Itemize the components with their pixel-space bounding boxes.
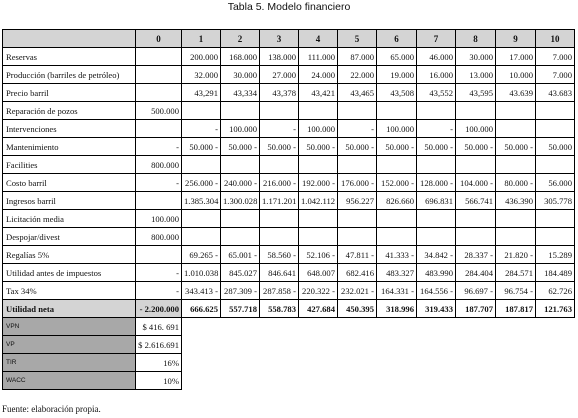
table-cell: - [136,174,182,192]
table-cell: 450.395 [338,300,377,318]
table-cell: 800.000 [136,228,182,246]
table-cell: 1.010.038 [182,264,221,282]
table-cell: 50.000 - [299,138,338,156]
table-cell [536,228,575,246]
indicator-row [3,354,575,372]
indicator-value: 16% [136,354,182,372]
table-cell [136,48,182,66]
table-cell: 43,291 [182,84,221,102]
indicator-value: $ 2.616.691 [136,336,182,354]
blank-cell [182,372,575,390]
table-cell: - [182,120,221,138]
table-row [3,66,575,84]
table-cell: 41.333 - [377,246,417,264]
blank-cell [182,354,575,372]
table-cell: 187.817 [496,300,536,318]
table-cell: 24.000 [299,66,338,84]
table-cell: 80.000 - [496,174,536,192]
column-header: 8 [456,30,496,48]
row-label: Precio barril [3,84,136,102]
column-header: 4 [299,30,338,48]
table-cell: 500.000 [136,102,182,120]
table-row [3,156,575,174]
table-cell: 28.337 - [456,246,496,264]
table-cell [377,156,417,174]
table-cell: 256.000 - [182,174,221,192]
table-cell: 826.660 [377,192,417,210]
table-cell [417,102,456,120]
table-cell: 483.327 [377,264,417,282]
table-cell: 21.820 - [496,246,536,264]
table-row [3,210,575,228]
table-cell [417,228,456,246]
table-cell: 100.000 [136,210,182,228]
indicator-label: VP [3,336,136,354]
table-cell: 56.000 [536,174,575,192]
table-cell: 800.000 [136,156,182,174]
table-cell: 176.000 - [338,174,377,192]
table-cell: 232.021 - [338,282,377,300]
row-label: Costo barril [3,174,136,192]
table-cell: 50.000 - [496,138,536,156]
table-cell [260,156,299,174]
table-row [3,282,575,300]
indicator-row [3,336,575,354]
column-header: 2 [221,30,260,48]
table-cell: 436.390 [496,192,536,210]
table-cell: 666.625 [182,300,221,318]
table-cell: 27.000 [260,66,299,84]
table-cell [377,210,417,228]
table-cell: 50.000 - [260,138,299,156]
table-cell: - [260,120,299,138]
table-cell: 47.811 - [338,246,377,264]
table-cell: 343.413 - [182,282,221,300]
table-cell: 100.000 [377,120,417,138]
table-cell [136,84,182,102]
table-cell: 7.000 [536,66,575,84]
row-label: Reservas [3,48,136,66]
table-cell: - [136,264,182,282]
table-cell: 50.000 - [221,138,260,156]
table-cell [136,192,182,210]
table-cell: 50.000 [536,138,575,156]
table-cell: 7.000 [536,48,575,66]
table-cell [338,210,377,228]
table-cell [136,120,182,138]
table-cell [299,210,338,228]
header-row [3,30,575,48]
table-cell: 240.000 - [221,174,260,192]
table-cell: 557.718 [221,300,260,318]
table-row [3,84,575,102]
table-cell [456,228,496,246]
table-cell: - [338,120,377,138]
table-cell: 648.007 [299,264,338,282]
table-cell: 50.000 - [456,138,496,156]
table-cell [496,228,536,246]
table-cell [496,120,536,138]
table-cell: 65.000 [377,48,417,66]
row-label: Producción (barriles de petróleo) [3,66,136,84]
table-cell: 46.000 [417,48,456,66]
table-cell: 138.000 [260,48,299,66]
table-cell: 17.000 [496,48,536,66]
table-cell [496,210,536,228]
indicator-value: 10% [136,372,182,390]
table-row [3,174,575,192]
column-header: 9 [496,30,536,48]
table-cell [377,102,417,120]
table-cell: 318.996 [377,300,417,318]
row-label: Tax 34% [3,282,136,300]
table-cell: 50.000 - [182,138,221,156]
row-label: Ingresos barril [3,192,136,210]
table-cell [536,102,575,120]
table-cell: 287.309 - [221,282,260,300]
blank-cell [182,318,575,336]
table-title: Tabla 5. Modelo financiero [227,1,351,13]
table-cell: 69.265 - [182,246,221,264]
table-cell: 1.171.201 [260,192,299,210]
source-note: Fuente: elaboración propia. [2,404,101,414]
table-cell: 43,595 [456,84,496,102]
table-cell [536,156,575,174]
table-cell: 220.322 - [299,282,338,300]
table-cell: 287.858 - [260,282,299,300]
table-cell: 846.641 [260,264,299,282]
row-label: Licitación media [3,210,136,228]
table-cell: 52.106 - [299,246,338,264]
table-cell [456,210,496,228]
table-cell: 96.754 - [496,282,536,300]
row-label: Utilidad neta [3,300,136,318]
column-header: 1 [182,30,221,48]
table-cell: 96.697 - [456,282,496,300]
table-cell: 305.778 [536,192,575,210]
table-cell: 10.000 [496,66,536,84]
table-cell: 87.000 [338,48,377,66]
table-cell: 100.000 [456,120,496,138]
table-cell: 19.000 [377,66,417,84]
table-cell: 128.000 - [417,174,456,192]
table-cell [136,246,182,264]
column-header: 0 [136,30,182,48]
table-cell: 284.571 [496,264,536,282]
column-header [3,30,136,48]
table-cell: - [136,282,182,300]
table-cell: 30.000 [221,66,260,84]
table-cell: 1.385.304 [182,192,221,210]
table-cell: 483.990 [417,264,456,282]
table-cell [338,156,377,174]
table-cell [536,210,575,228]
table-cell: 50.000 - [417,138,456,156]
table-cell [338,228,377,246]
table-cell: - [417,120,456,138]
table-cell: 50.000 - [338,138,377,156]
table-cell [536,120,575,138]
column-header: 5 [338,30,377,48]
table-cell: 111.000 [299,48,338,66]
table-cell: - [136,138,182,156]
table-cell: 1.042.112 [299,192,338,210]
table-cell: 43.683 [536,84,575,102]
table-cell [338,102,377,120]
blank-cell [182,336,575,354]
table-cell [456,102,496,120]
table-cell [496,156,536,174]
column-header: 10 [536,30,575,48]
table-row [3,138,575,156]
table-row [3,120,575,138]
table-cell [182,228,221,246]
table-cell: 427.684 [299,300,338,318]
table-row [3,102,575,120]
indicator-value: $ 416. 691 [136,318,182,336]
table-cell: 13.000 [456,66,496,84]
indicator-row [3,372,575,390]
table-cell [417,210,456,228]
table-cell [221,102,260,120]
table-cell: 100.000 [299,120,338,138]
table-cell: 16.000 [417,66,456,84]
table-cell: 100.000 [221,120,260,138]
row-label: Reparación de pozos [3,102,136,120]
table-cell: 284.404 [456,264,496,282]
table-cell [221,156,260,174]
table-row [3,48,575,66]
indicator-label: TIR [3,354,136,372]
table-cell [136,66,182,84]
table-cell: 319.433 [417,300,456,318]
indicator-label: VPN [3,318,136,336]
table-cell: 956.227 [338,192,377,210]
table-cell: 43,378 [260,84,299,102]
table-cell: 43,421 [299,84,338,102]
table-cell [417,156,456,174]
table-cell: 682.416 [338,264,377,282]
table-cell: 104.000 - [456,174,496,192]
table-cell: 43.639 [496,84,536,102]
table-cell: 845.027 [221,264,260,282]
table-cell [299,156,338,174]
table-cell [456,156,496,174]
table-cell: 192.000 - [299,174,338,192]
table-cell: 30.000 [456,48,496,66]
column-header: 6 [377,30,417,48]
table-cell: 43,508 [377,84,417,102]
table-cell [182,102,221,120]
table-cell [299,102,338,120]
table-cell: - 2.200.000 [136,300,182,318]
row-label: Regalías 5% [3,246,136,264]
table-row [3,264,575,282]
table-cell: 65.001 - [221,246,260,264]
table-cell: 566.741 [456,192,496,210]
table-row [3,246,575,264]
table-row [3,192,575,210]
table-cell: 1.300.028 [221,192,260,210]
table-cell: 22.000 [338,66,377,84]
table-cell: 43,465 [338,84,377,102]
table-cell: 15.289 [536,246,575,264]
row-label: Mantenimiento [3,138,136,156]
table-cell [496,102,536,120]
table-cell: 43,334 [221,84,260,102]
table-cell [182,156,221,174]
table-cell: 164.556 - [417,282,456,300]
column-header: 7 [417,30,456,48]
table-cell: 34.842 - [417,246,456,264]
table-cell: 58.560 - [260,246,299,264]
table-cell: 43,552 [417,84,456,102]
indicator-row [3,318,575,336]
table-cell: 696.831 [417,192,456,210]
table-cell: 50.000 - [377,138,417,156]
table-cell: 558.783 [260,300,299,318]
table-cell: 164.331 - [377,282,417,300]
table-row [3,228,575,246]
table-cell: 32.000 [182,66,221,84]
table-cell [182,210,221,228]
table-cell: 187.707 [456,300,496,318]
row-label: Despojar/divest [3,228,136,246]
table-cell [377,228,417,246]
table-cell: 216.000 - [260,174,299,192]
column-header: 3 [260,30,299,48]
table-cell [260,228,299,246]
table-cell [221,210,260,228]
row-label: Facilities [3,156,136,174]
table-cell [260,210,299,228]
table-cell: 200.000 [182,48,221,66]
table-cell [299,228,338,246]
row-label: Utilidad antes de impuestos [3,264,136,282]
table-cell: 152.000 - [377,174,417,192]
row-label: Intervenciones [3,120,136,138]
table-cell: 62.726 [536,282,575,300]
net-profit-row [3,300,575,318]
table-cell: 184.489 [536,264,575,282]
table-cell [221,228,260,246]
table-cell: 168.000 [221,48,260,66]
table-cell: 121.763 [536,300,575,318]
indicator-label: WACC [3,372,136,390]
financial-model-table [2,29,575,390]
table-cell [260,102,299,120]
